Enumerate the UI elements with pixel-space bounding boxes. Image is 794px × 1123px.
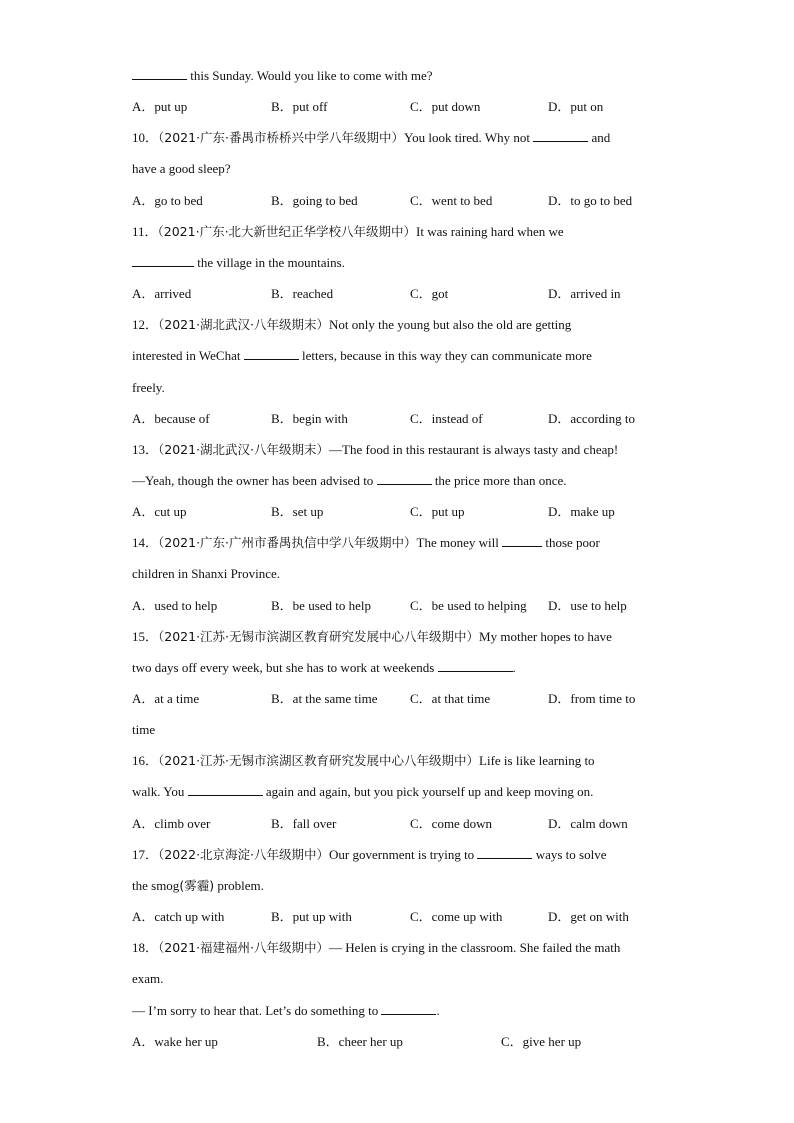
question-text: Our government is trying to	[329, 847, 478, 862]
answer-option: A．at a time	[132, 691, 200, 706]
answer-option: D．make up	[548, 504, 615, 519]
question-text: two days off every week, but she has to work at weekends	[132, 660, 438, 675]
question-text: —Yeah, though the owner has been advised to	[132, 473, 377, 488]
answer-option: D．to go to bed	[548, 193, 633, 208]
question-text: walk. You	[132, 784, 188, 799]
question-line	[132, 442, 618, 458]
answer-option: D．put on	[548, 99, 604, 114]
question-source: （2021·江苏·无锡市滨湖区教育研究发展中心八年级期中）	[158, 629, 480, 644]
answer-blank	[533, 130, 588, 142]
question-text: the price more than once.	[431, 473, 567, 488]
question-line	[132, 971, 163, 987]
question-text: 12．	[132, 317, 159, 332]
answer-option: B．fall over	[271, 816, 337, 831]
answer-option: B．set up	[271, 504, 324, 519]
answer-option: A．used to help	[132, 598, 218, 613]
question-text: 17．	[132, 847, 159, 862]
answer-option: B．reached	[271, 286, 334, 301]
answer-blank	[244, 348, 299, 360]
question-line	[132, 784, 593, 800]
question-line	[132, 224, 564, 240]
question-line	[132, 130, 610, 146]
question-line	[132, 878, 264, 894]
question-text: and	[588, 130, 611, 145]
answer-blank	[132, 68, 187, 80]
question-text: — I’m sorry to hear that. Let’s do something to	[132, 1003, 382, 1018]
answer-option: B．be used to help	[271, 598, 372, 613]
question-source: （2021·广东·北大新世纪正华学校八年级期中）	[157, 224, 417, 239]
answer-option: B．cheer her up	[317, 1034, 403, 1049]
question-line	[132, 1003, 440, 1019]
question-text: problem.	[214, 878, 264, 893]
question-line	[132, 68, 433, 84]
question-text: .	[512, 660, 516, 675]
answer-option: A．go to bed	[132, 193, 203, 208]
question-text: exam.	[132, 971, 164, 986]
question-text: those poor	[542, 535, 600, 550]
question-source: (雾霾)	[179, 878, 215, 893]
question-text: You look tired. Why not	[404, 130, 534, 145]
question-text: .	[436, 1003, 440, 1018]
question-text: 13．	[132, 442, 159, 457]
answer-option: B．at the same time	[271, 691, 378, 706]
question-source: （2022·北京海淀·八年级期中）	[158, 847, 330, 862]
answer-option: C．be used to helping	[410, 598, 527, 613]
question-text: — Helen is crying in the classroom. She failed the math	[329, 940, 621, 955]
question-text: —The food in this restaurant is always tasty and cheap!	[329, 442, 619, 457]
answer-option: C．put down	[410, 99, 481, 114]
question-source: （2021·湖北武汉·八年级期末）	[158, 442, 330, 457]
question-text: ways to solve	[532, 847, 607, 862]
answer-option: C．at that time	[410, 691, 491, 706]
question-line	[132, 380, 165, 396]
answer-blank	[132, 255, 194, 267]
question-text: 18．	[132, 940, 159, 955]
question-text: 10．	[132, 130, 159, 145]
answer-blank	[381, 1003, 436, 1015]
answer-option: B．put off	[271, 99, 328, 114]
question-text: again and again, but you pick yourself up and keep moving on.	[262, 784, 594, 799]
question-source: （2021·江苏·无锡市滨湖区教育研究发展中心八年级期中）	[158, 753, 480, 768]
question-line	[132, 255, 345, 271]
question-line	[132, 753, 595, 769]
question-text: It was raining hard when we	[416, 224, 564, 239]
question-text: letters, because in this way they can communicate more	[298, 348, 592, 363]
answer-option: A．put up	[132, 99, 188, 114]
answer-blank	[188, 784, 263, 796]
answer-option: C．put up	[410, 504, 465, 519]
question-source: （2021·福建福州·八年级期中）	[158, 940, 330, 955]
question-text: the smog	[132, 878, 180, 893]
question-line	[132, 317, 571, 333]
answer-blank	[438, 660, 513, 672]
question-source: （2021·湖北武汉·八年级期末）	[158, 317, 330, 332]
answer-option: A．because of	[132, 411, 210, 426]
question-line	[132, 660, 516, 676]
answer-option: C．instead of	[410, 411, 483, 426]
answer-option: C．got	[410, 286, 449, 301]
question-text: My mother hopes to have	[479, 629, 612, 644]
answer-option: A．cut up	[132, 504, 187, 519]
answer-option: A．climb over	[132, 816, 211, 831]
question-text: time	[132, 722, 156, 737]
question-line	[132, 535, 600, 551]
question-source: （2021·广东·番禺市桥桥兴中学八年级期中）	[158, 130, 405, 145]
question-text: Not only the young but also the old are getting	[329, 317, 572, 332]
answer-option: B．begin with	[271, 411, 348, 426]
question-text: the village in the mountains.	[194, 255, 345, 270]
question-text: The money will	[416, 535, 503, 550]
question-line	[132, 473, 567, 489]
question-line	[132, 566, 280, 582]
answer-option: A．arrived	[132, 286, 192, 301]
question-text: Life is like learning to	[479, 753, 595, 768]
question-text: 14．	[132, 535, 159, 550]
question-text: 11．	[132, 224, 158, 239]
question-line	[132, 629, 612, 645]
answer-option: C．come up with	[410, 909, 503, 924]
answer-option: C．come down	[410, 816, 492, 831]
answer-option: C．give her up	[501, 1034, 582, 1049]
answer-option: B．put up with	[271, 909, 352, 924]
answer-blank	[477, 847, 532, 859]
answer-option: D．from time to	[548, 691, 636, 706]
question-source: （2021·广东·广州市番禺执信中学八年级期中）	[158, 535, 417, 550]
question-line	[132, 847, 606, 863]
question-text: this Sunday. Would you like to come with me?	[187, 68, 433, 83]
question-text: interested in WeChat	[132, 348, 244, 363]
answer-option: D．calm down	[548, 816, 628, 831]
answer-option: D．arrived in	[548, 286, 621, 301]
question-text: 16．	[132, 753, 159, 768]
answer-blank	[502, 535, 542, 547]
question-line	[132, 161, 231, 177]
answer-option: A．catch up with	[132, 909, 225, 924]
answer-option: D．use to help	[548, 598, 627, 613]
question-text: have a good sleep?	[132, 161, 231, 176]
question-text: children in Shanxi Province.	[132, 566, 281, 581]
question-line	[132, 722, 155, 738]
question-line	[132, 348, 592, 364]
answer-option: D．get on with	[548, 909, 629, 924]
question-text: freely.	[132, 380, 165, 395]
answer-option: B．going to bed	[271, 193, 358, 208]
question-line	[132, 940, 620, 956]
answer-option: D．according to	[548, 411, 636, 426]
answer-option: C．went to bed	[410, 193, 493, 208]
answer-option: A．wake her up	[132, 1034, 218, 1049]
question-text: 15．	[132, 629, 159, 644]
answer-blank	[377, 473, 432, 485]
